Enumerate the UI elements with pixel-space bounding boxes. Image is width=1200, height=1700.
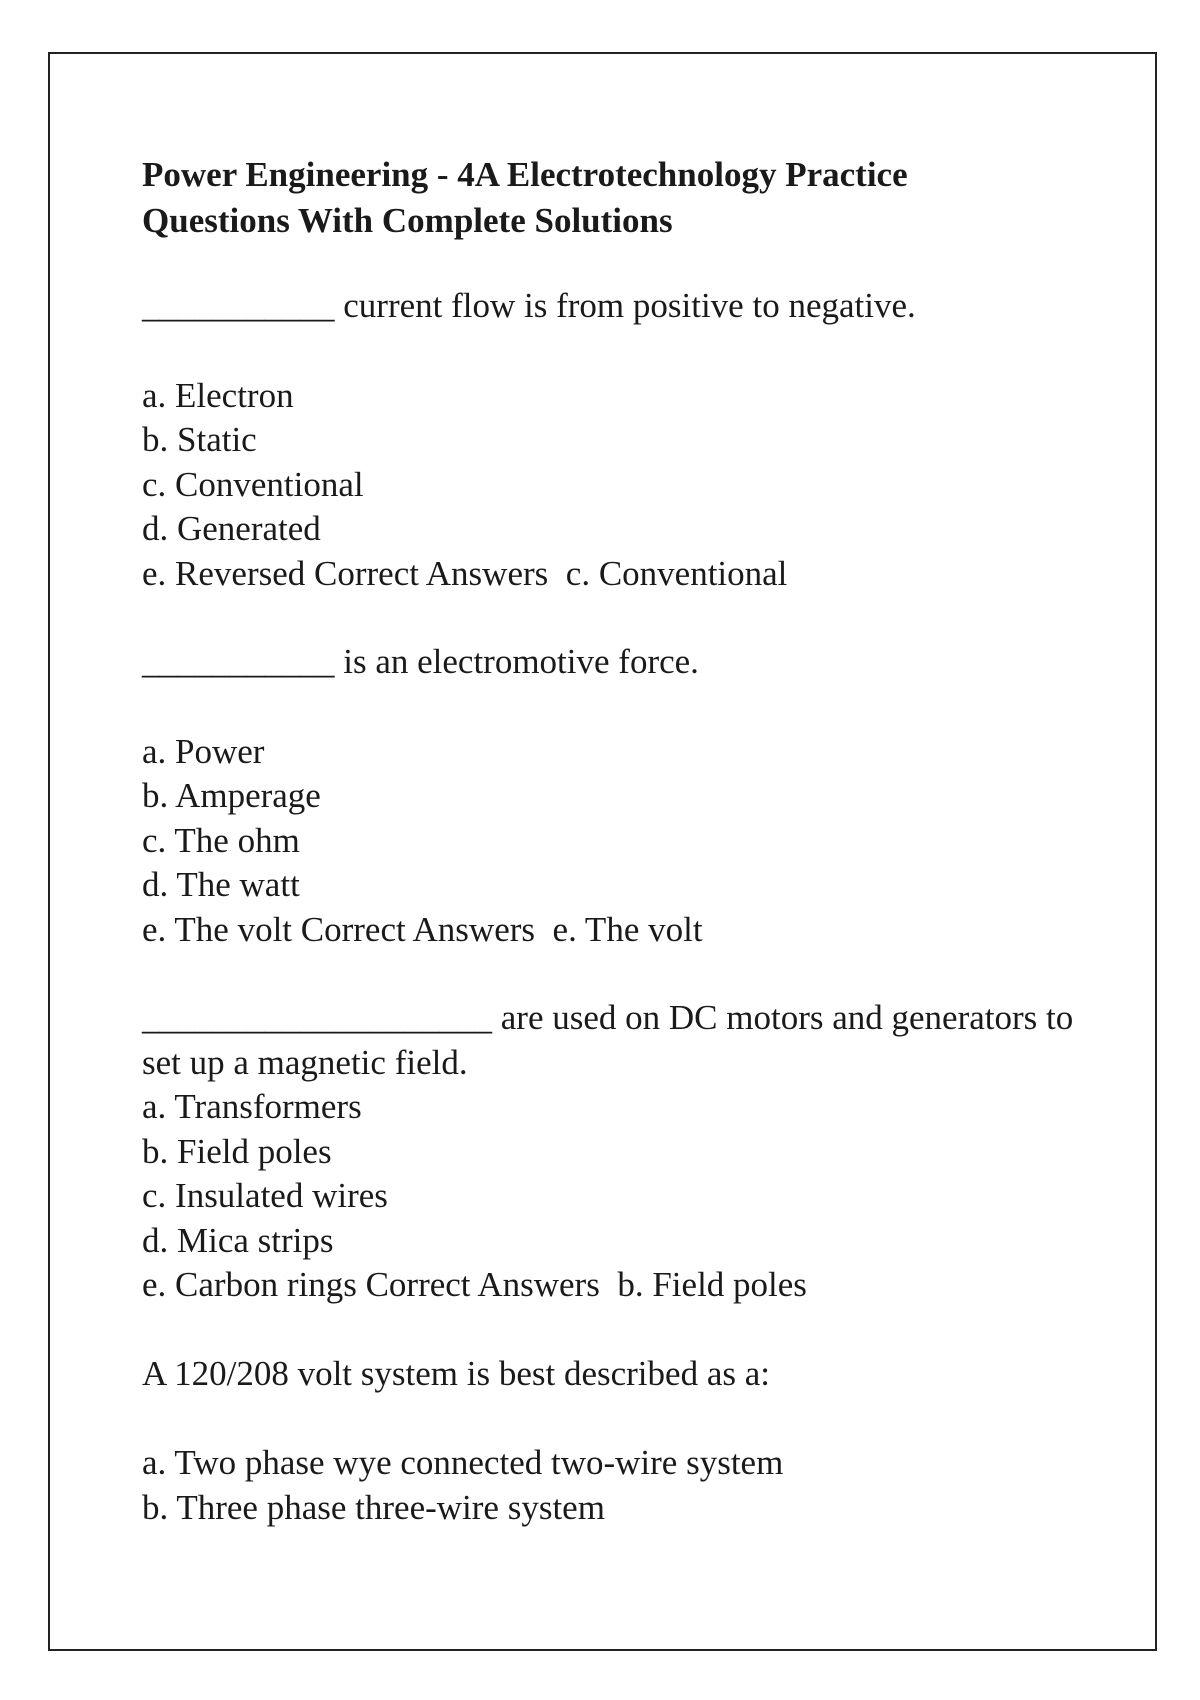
option-c: c. Insulated wires — [142, 1176, 388, 1215]
question-4 — [142, 1352, 1082, 1531]
option-e-with-answer — [142, 908, 1082, 953]
option-e: e. The volt — [142, 909, 293, 949]
title-line-1: Power Engineering - 4A Electrotechnology Practice — [142, 155, 908, 194]
option-e: e. Reversed — [142, 553, 306, 593]
question-3-options — [142, 1085, 1082, 1308]
correct-answer: c. Conventional — [557, 553, 788, 593]
document-title — [142, 152, 1082, 244]
question-2-options — [142, 730, 1082, 953]
answer-blank: ___________ — [142, 642, 335, 681]
option-b: b. Amperage — [142, 776, 321, 815]
question-2-text: is an electromotive force. — [334, 642, 699, 681]
question-4-options — [142, 1441, 1082, 1530]
option-a: a. Transformers — [142, 1087, 362, 1126]
question-1-stem — [142, 284, 1082, 329]
question-3 — [142, 996, 1082, 1308]
question-3-text: are used on DC motors and generators to set up a magnetic field. — [142, 998, 1082, 1082]
question-1 — [142, 284, 1082, 596]
option-c: c. Conventional — [142, 464, 364, 504]
option-a: a. Two phase wye connected two-wire system — [142, 1443, 784, 1482]
correct-answer: e. The volt — [543, 909, 703, 949]
option-e: e. Carbon rings — [142, 1265, 357, 1304]
option-d: d. The watt — [142, 865, 300, 904]
option-b: b. Static — [142, 420, 257, 459]
question-1-text: current flow is from positive to negative. — [334, 286, 916, 325]
option-a: a. Electron — [142, 375, 294, 415]
correct-answers-label: Correct Answers — [292, 909, 544, 949]
option-a: a. Power — [142, 731, 265, 771]
option-d: d. Mica strips — [142, 1220, 334, 1260]
question-2 — [142, 640, 1082, 952]
option-e-with-answer — [142, 552, 1082, 597]
question-3-stem — [142, 996, 1082, 1085]
option-c: c. The ohm — [142, 820, 300, 860]
correct-answers-label: Correct Answers — [305, 553, 558, 593]
correct-answer: b. Field poles — [608, 1265, 807, 1304]
option-d: d. Generated — [142, 509, 321, 548]
option-b: b. Field poles — [142, 1131, 332, 1171]
document-content — [142, 152, 1082, 1530]
option-b: b. Three phase three-wire system — [142, 1487, 605, 1527]
option-e-with-answer — [142, 1263, 1082, 1308]
answer-blank: ____________________ — [142, 998, 492, 1037]
question-4-stem: A 120/208 volt system is best described as a: — [142, 1353, 770, 1393]
question-2-stem — [142, 640, 1082, 685]
question-1-options — [142, 374, 1082, 597]
title-line-2: Questions With Complete Solutions — [142, 201, 673, 240]
answer-blank: ___________ — [142, 286, 335, 325]
correct-answers-label: Correct Answers — [356, 1265, 609, 1304]
